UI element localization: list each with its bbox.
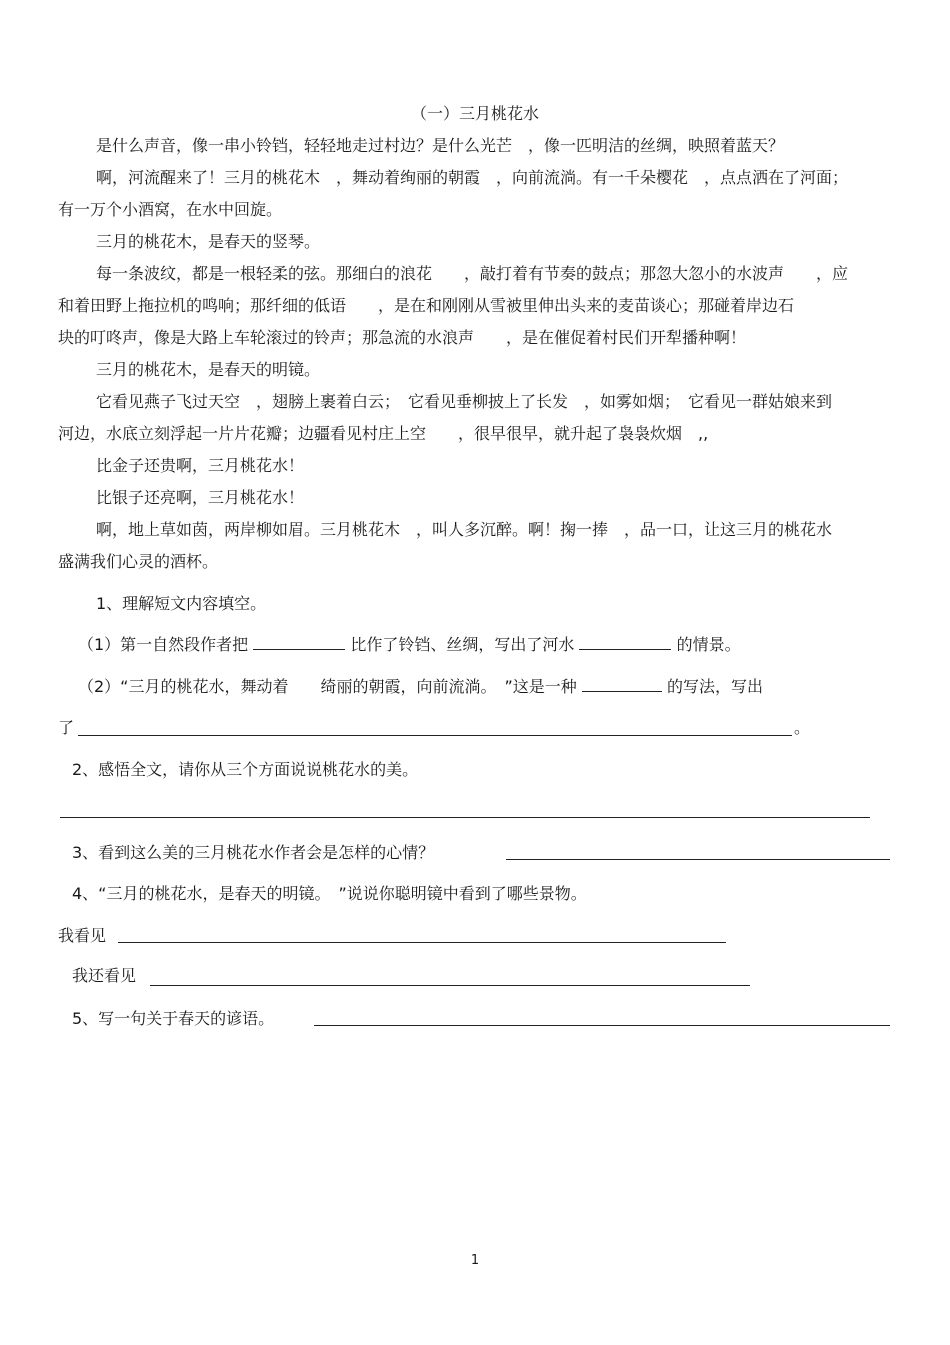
question-text: （1）第一自然段作者把: [78, 635, 249, 654]
question-text: 比作了铃铛、丝绸，写出了河水: [350, 635, 575, 654]
question-4-a: 我看见: [58, 926, 107, 945]
question-text: （2）“三月的桃花水，舞动着 绮丽的朝霞，向前流淌。 ”这是一种: [78, 677, 577, 696]
passage-line: 盛满我们心灵的酒杯。: [58, 552, 219, 571]
answer-blank[interactable]: [253, 635, 345, 650]
question-1-2-cont: 了: [58, 718, 75, 737]
answer-line[interactable]: [78, 735, 792, 736]
answer-line[interactable]: [150, 985, 750, 986]
passage-line: 比银子还亮啊，三月桃花水！: [96, 488, 305, 507]
question-1-2-end: 。: [794, 718, 811, 737]
page-number: 1: [470, 1253, 480, 1268]
passage-line: 它看见燕子飞过天空 ，翅膀上裹着白云； 它看见垂柳披上了长发 ，如雾如烟； 它看见一群姑娘来到: [96, 392, 833, 411]
question-1-1: [78, 635, 741, 655]
question-4: 4、“三月的桃花水，是春天的明镜。 ”说说你聪明镜中看到了哪些景物。: [72, 884, 587, 903]
passage-line: 每一条波纹，都是一根轻柔的弦。那细白的浪花 ，敲打着有节奏的鼓点；那忽大忽小的水波声 ，应: [96, 264, 849, 283]
passage-line: 啊，地上草如茵，两岸柳如眉。三月桃花木 ，叫人多沉醉。啊！掬一捧 ，品一口，让这三月的桃花水: [96, 520, 833, 539]
question-5: 5、写一句关于春天的谚语。: [72, 1009, 275, 1028]
question-1: 1、理解短文内容填空。: [96, 594, 267, 613]
passage-line: 是什么声音，像一串小铃铛，轻轻地走过村边？是什么光芒 ，像一匹明洁的丝绸，映照着蓝天？: [96, 136, 785, 155]
passage-line: 河边，水底立刻浮起一片片花瓣；边疆看见村庄上空 ，很早很早，就升起了袅袅炊烟 ,,: [58, 424, 709, 443]
passage-line: 比金子还贵啊，三月桃花水！: [96, 456, 305, 475]
question-text: 的写法，写出: [666, 677, 763, 696]
passage-line: 有一万个小酒窝，在水中回旋。: [58, 200, 283, 219]
question-4-b: 我还看见: [72, 966, 137, 985]
passage-line: 啊，河流醒来了！三月的桃花木 ，舞动着绚丽的朝霞 ，向前流淌。有一千朵樱花 ，点点洒在了河面；: [96, 168, 849, 187]
question-text: 的情景。: [676, 635, 741, 654]
answer-line[interactable]: [314, 1025, 890, 1026]
answer-line[interactable]: [506, 859, 890, 860]
page-title: （一）三月桃花水: [410, 104, 539, 123]
passage-line: 块的叮咚声，像是大路上车轮滚过的铃声；那急流的水浪声 ，是在催促着村民们开犁播种啊！: [58, 328, 747, 347]
answer-blank[interactable]: [582, 677, 662, 692]
answer-line[interactable]: [118, 942, 726, 943]
question-1-2: [78, 677, 763, 697]
passage-line: 三月的桃花木，是春天的明镜。: [96, 360, 321, 379]
answer-line[interactable]: [60, 817, 870, 818]
question-3: 3、看到这么美的三月桃花水作者会是怎样的心情？: [72, 843, 435, 862]
passage-line: 和着田野上拖拉机的鸣响；那纤细的低语 ，是在和刚刚从雪被里伸出头来的麦苗谈心；那碰着岸边石: [58, 296, 795, 315]
passage-line: 三月的桃花木，是春天的竖琴。: [96, 232, 321, 251]
question-2: 2、感悟全文，请你从三个方面说说桃花水的美。: [72, 760, 419, 779]
answer-blank[interactable]: [579, 635, 671, 650]
